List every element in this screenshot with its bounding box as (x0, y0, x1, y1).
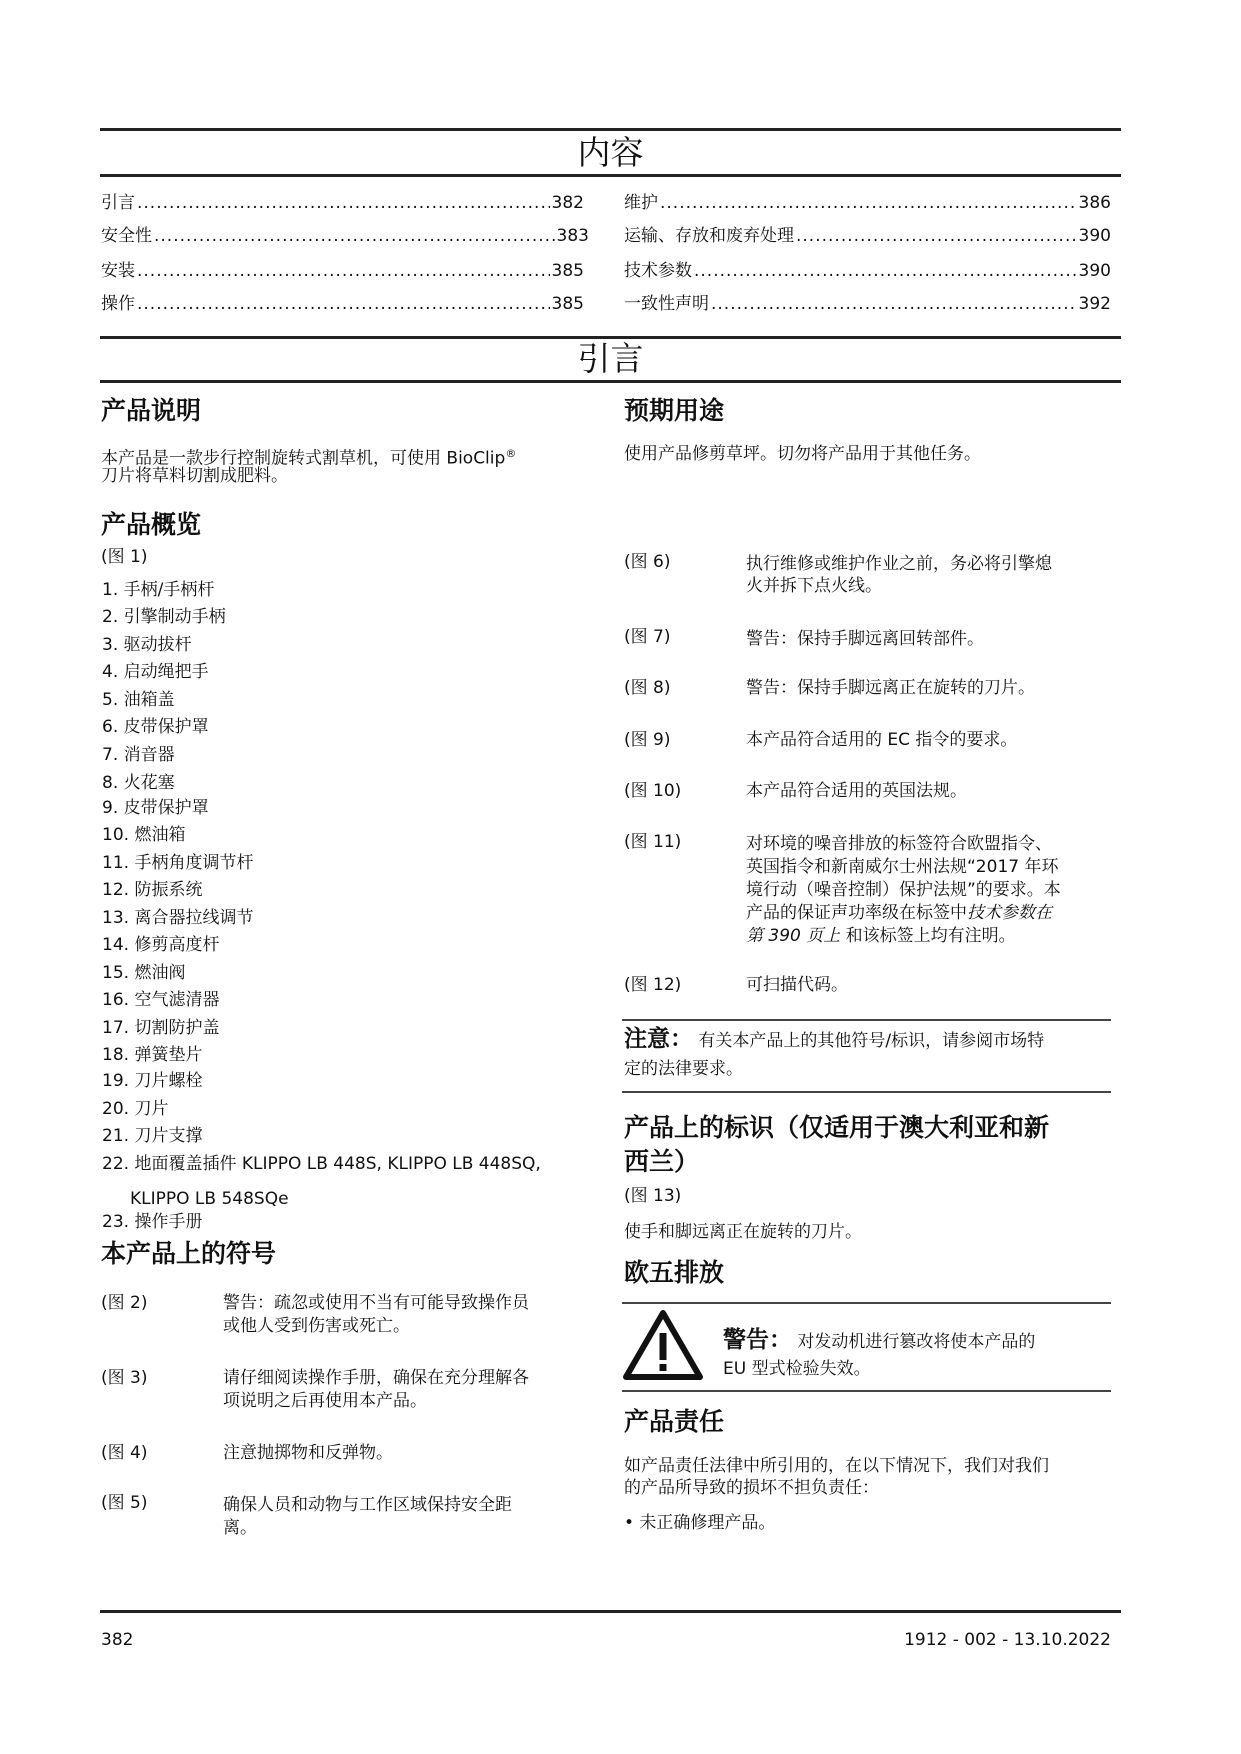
list-item: 16. 空气滤清器 (102, 990, 220, 1010)
au-marking-text: 使手和脚远离正在旋转的刀片。 (624, 1222, 862, 1242)
symbol-fig-ref: (图 12) (624, 975, 682, 995)
list-item: 21. 刀片支撑 (102, 1126, 203, 1146)
note-label: 注意： (624, 1026, 693, 1052)
toc-entry[interactable]: 安全性 ..... 383 (101, 221, 589, 245)
list-item: 6. 皮带保护罩 (102, 717, 209, 737)
liability-text-2: 的产品所导致的损坏不担负责任： (624, 1478, 879, 1498)
intended-use-text: 使用产品修剪草坪。切勿将产品用于其他任务。 (624, 444, 981, 464)
document-id: 1912 - 002 - 13.10.2022 (904, 1630, 1111, 1650)
symbol-text: 警告：保持手脚远离回转部件。 (746, 629, 984, 649)
warning-line-1: 警告： 对发动机进行篡改将使本产品的 (723, 1327, 1036, 1353)
list-item: 11. 手柄角度调节杆 (102, 853, 254, 873)
note-line-2: 定的法律要求。 (624, 1059, 743, 1079)
symbol-text: 警告：疏忽或使用不当有可能导致操作员 (223, 1293, 529, 1313)
symbol-text: 本产品符合适用的 EC 指令的要求。 (746, 730, 1018, 750)
toc-entry[interactable]: 操作 ..... 385 (101, 289, 584, 313)
symbol-text: 项说明之后再使用本产品。 (223, 1391, 427, 1411)
symbol-text: 境行动（噪音控制）保护法规”的要求。本 (746, 880, 1061, 900)
list-item: 22. 地面覆盖插件 KLIPPO LB 448S, KLIPPO LB 448SQ, (102, 1154, 541, 1174)
symbol-fig-ref: (图 6) (624, 552, 671, 572)
list-item: 18. 弹簧垫片 (102, 1045, 203, 1065)
symbol-fig-ref: (图 9) (624, 730, 671, 750)
symbol-fig-ref: (图 8) (624, 678, 671, 698)
au-marking-heading-2: 西兰） (624, 1147, 700, 1176)
symbol-fig-ref: (图 7) (624, 627, 671, 647)
symbol-text: 离。 (223, 1518, 257, 1538)
warning-line-2: EU 型式检验失效。 (723, 1359, 871, 1379)
symbol-fig-ref: (图 5) (101, 1493, 148, 1513)
symbol-fig-ref: (图 10) (624, 781, 682, 801)
list-item: 9. 皮带保护罩 (102, 798, 209, 818)
cross-reference-link[interactable]: 技术参数在 (967, 903, 1052, 923)
note-line-1: 注意： 有关本产品上的其他符号/标识，请参阅市场特 (624, 1026, 1045, 1052)
list-item: 10. 燃油箱 (102, 825, 186, 845)
symbol-text: 执行维修或维护作业之前，务必将引擎熄 (746, 554, 1052, 574)
list-item: 4. 启动绳把手 (102, 662, 209, 682)
list-item: 15. 燃油阀 (102, 963, 186, 983)
symbol-text: 可扫描代码。 (746, 975, 848, 995)
list-item: 2. 引擎制动手柄 (102, 607, 226, 627)
list-item: 20. 刀片 (102, 1099, 169, 1119)
liability-bullet: • 未正确修理产品。 (624, 1513, 776, 1533)
list-item: 13. 离合器拉线调节 (102, 908, 254, 928)
toc-entry[interactable]: 一致性声明 ..... 392 (624, 289, 1111, 313)
euv-heading: 欧五排放 (624, 1258, 725, 1287)
symbol-text: 产品的保证声功率级在标签中技术参数在 (746, 903, 1052, 923)
note-bottom-rule (622, 1091, 1111, 1093)
symbol-text: 本产品符合适用的英国法规。 (746, 781, 967, 801)
toc-entry[interactable]: 维护 ..... 386 (624, 188, 1111, 212)
warning-triangle-icon (622, 1309, 704, 1381)
symbol-text: 或他人受到伤害或死亡。 (223, 1316, 410, 1336)
toc-bottom-rule (100, 174, 1121, 177)
toc-title: 内容 (577, 133, 644, 172)
list-item: 14. 修剪高度杆 (102, 935, 220, 955)
section-bottom-rule (100, 380, 1121, 383)
product-description-text-2: 刀片将草料切割成肥料。 (101, 466, 288, 486)
toc-entry[interactable]: 安装 ..... 385 (101, 256, 584, 280)
page-number: 382 (101, 1630, 134, 1650)
symbol-fig-ref: (图 2) (101, 1293, 148, 1313)
symbols-heading: 本产品上的符号 (101, 1239, 277, 1268)
list-item: 17. 切割防护盖 (102, 1018, 220, 1038)
symbol-text: 注意抛掷物和反弹物。 (223, 1443, 393, 1463)
liability-heading: 产品责任 (624, 1407, 725, 1436)
symbol-text: 英国指令和新南威尔士州法规“2017 年环 (746, 857, 1059, 877)
section-title: 引言 (577, 339, 644, 378)
list-item: 1. 手柄/手柄杆 (102, 580, 215, 600)
symbol-fig-ref: (图 11) (624, 832, 682, 852)
liability-text-1: 如产品责任法律中所引用的，在以下情况下，我们对我们 (624, 1456, 1049, 1476)
symbol-text: 请仔细阅读操作手册，确保在充分理解各 (223, 1368, 529, 1388)
warning-label: 警告： (723, 1327, 792, 1353)
symbol-fig-ref: (图 4) (101, 1443, 148, 1463)
symbol-text: 确保人员和动物与工作区域保持安全距 (223, 1495, 512, 1515)
footer-rule (100, 1610, 1121, 1613)
au-marking-heading-1: 产品上的标识（仅适用于澳大利亚和新 (624, 1113, 1050, 1142)
symbol-text: 第 390 页上 和该标签上均有注明。 (746, 926, 1016, 946)
list-item: 5. 油箱盖 (102, 690, 175, 710)
list-item: 23. 操作手册 (102, 1212, 203, 1232)
list-item: 7. 消音器 (102, 745, 175, 765)
list-item: 3. 驱动拔杆 (102, 635, 192, 655)
cross-reference-link[interactable]: 第 390 页上 (746, 926, 841, 946)
toc-entry[interactable]: 技术参数 ..... 390 (624, 256, 1111, 280)
toc-entry[interactable]: 运输、存放和废弃处理 ..... 390 (624, 221, 1111, 245)
symbol-text: 对环境的噪音排放的标签符合欧盟指令、 (746, 834, 1052, 854)
toc-entry[interactable]: 引言 ..... 382 (101, 188, 584, 212)
symbol-text: 警告：保持手脚远离正在旋转的刀片。 (746, 678, 1035, 698)
list-item: 8. 火花塞 (102, 773, 175, 793)
intended-use-heading: 预期用途 (624, 396, 725, 425)
product-description-text-1: 本产品是一款步行控制旋转式割草机，可使用 BioClip® (101, 447, 517, 469)
product-overview-heading: 产品概览 (101, 510, 202, 539)
list-item: 12. 防振系统 (102, 880, 203, 900)
product-overview-fig-ref: (图 1) (101, 547, 148, 567)
au-marking-fig-ref: (图 13) (624, 1186, 682, 1206)
symbol-fig-ref: (图 3) (101, 1368, 148, 1388)
warning-top-rule (622, 1302, 1111, 1304)
symbol-text: 火并拆下点火线。 (746, 576, 882, 596)
warning-bottom-rule (622, 1390, 1111, 1392)
product-description-heading: 产品说明 (101, 396, 202, 425)
toc-top-rule (100, 128, 1121, 131)
note-top-rule (622, 1019, 1111, 1021)
list-item: KLIPPO LB 548SQe (130, 1189, 289, 1209)
list-item: 19. 刀片螺栓 (102, 1071, 203, 1091)
